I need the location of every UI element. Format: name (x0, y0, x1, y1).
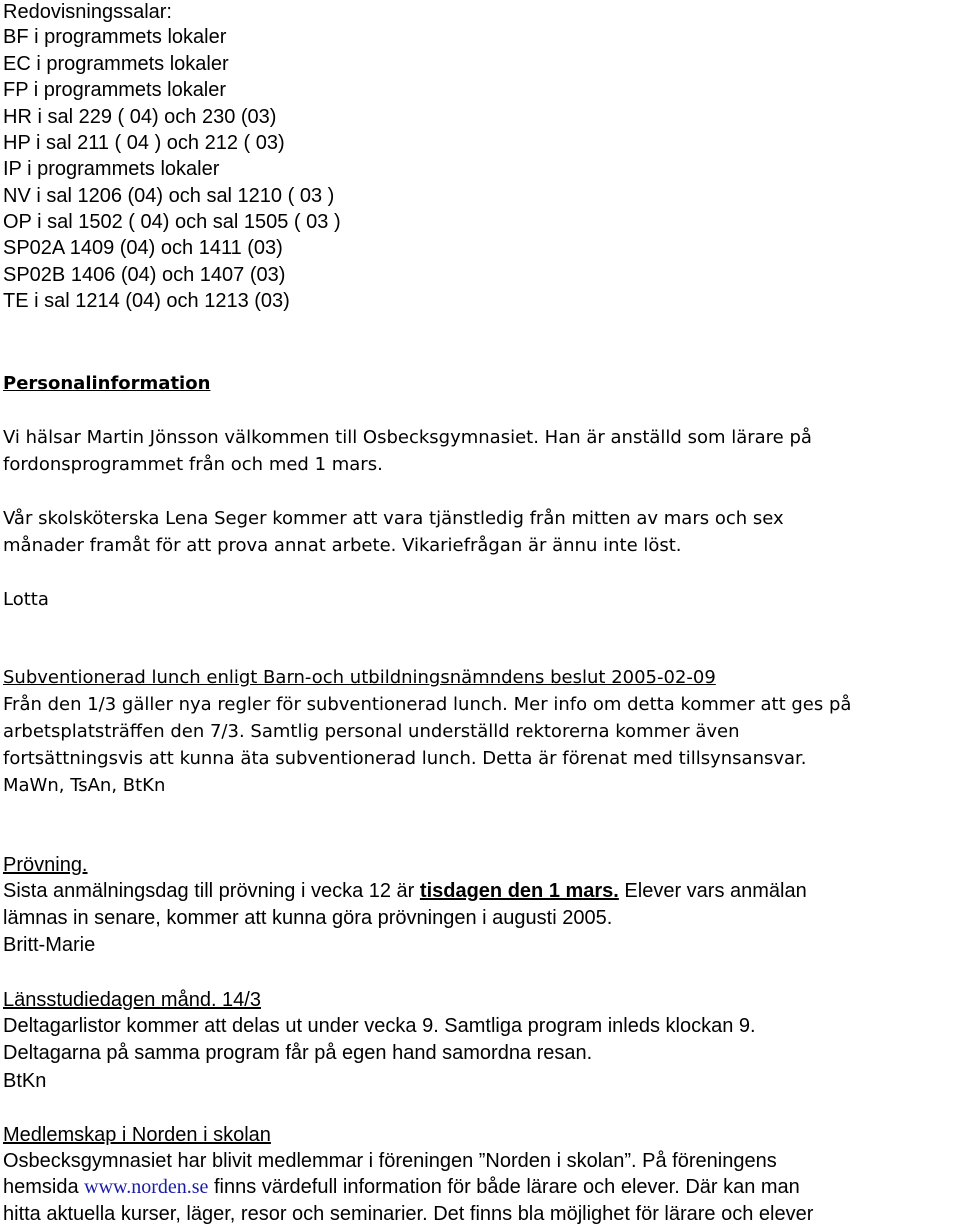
provning-signature: Britt-Marie (3, 934, 96, 956)
room-line: HP i sal 211 ( 04 ) och 212 ( 03) (3, 132, 285, 154)
room-line: OP i sal 1502 ( 04) och sal 1505 ( 03 ) (3, 211, 341, 233)
norden-line (3, 1174, 800, 1200)
room-line: TE i sal 1214 (04) och 1213 (03) (3, 290, 290, 312)
lansstudie-line: Deltagarna på samma program får på egen hand samordna resan. (3, 1042, 593, 1064)
provning-heading: Prövning. (3, 854, 88, 876)
personal-paragraph-line: Vi hälsar Martin Jönsson välkommen till Osbecksgymnasiet. Han är anställd som lärare på (3, 427, 812, 448)
provning-text: Elever vars anmälan (618, 880, 807, 902)
lunch-line: fortsättningsvis att kunna äta subventionerad lunch. Detta är förenat med tillsynsansvar. (3, 748, 807, 769)
lansstudie-line: Deltagarlistor kommer att delas ut under vecka 9. Samtliga program inleds klockan 9. (3, 1015, 756, 1037)
norden-website-link[interactable]: www.norden.se (84, 1176, 209, 1198)
norden-line: hitta aktuella kurser, läger, resor och seminarier. Det finns bla möjlighet för lärare och elever (3, 1203, 814, 1225)
lunch-heading: Subventionerad lunch enligt Barn-och utbildningsnämndens beslut 2005-02-09 (3, 667, 716, 688)
room-line: SP02A 1409 (04) och 1411 (03) (3, 237, 283, 259)
personal-paragraph-line: månader framåt för att prova annat arbete. Vikariefrågan är ännu inte löst. (3, 535, 682, 556)
provning-line: lämnas in senare, kommer att kunna göra prövningen i augusti 2005. (3, 907, 613, 929)
room-line: IP i programmets lokaler (3, 158, 220, 180)
lunch-line: arbetsplatsträffen den 7/3. Samtlig personal underställd rektorerna kommer även (3, 721, 740, 742)
personal-paragraph-line: fordonsprogrammet från och med 1 mars. (3, 454, 383, 475)
norden-line: Osbecksgymnasiet har blivit medlemmar i föreningen ”Norden i skolan”. På föreningens (3, 1150, 777, 1172)
personal-heading: Personalinformation (3, 373, 211, 394)
rooms-heading: Redovisningssalar: (3, 1, 172, 23)
personal-paragraph-line: Vår skolsköterska Lena Seger kommer att vara tjänstledig från mitten av mars och sex (3, 508, 784, 529)
room-line: EC i programmets lokaler (3, 53, 229, 75)
lunch-line: Från den 1/3 gäller nya regler för subventionerad lunch. Mer info om detta kommer att ges på (3, 694, 852, 715)
norden-text: finns värdefull information för både lärare och elever. Där kan man (208, 1176, 800, 1198)
provning-line (3, 878, 807, 904)
lansstudie-heading: Länsstudiedagen månd. 14/3 (3, 989, 261, 1011)
norden-heading: Medlemskap i Norden i skolan (3, 1124, 271, 1146)
provning-deadline: tisdagen den 1 mars. (419, 880, 619, 902)
room-line: HR i sal 229 ( 04) och 230 (03) (3, 106, 277, 128)
personal-signature: Lotta (3, 589, 49, 610)
norden-text: hemsida (3, 1176, 85, 1198)
room-line: SP02B 1406 (04) och 1407 (03) (3, 264, 286, 286)
room-line: NV i sal 1206 (04) och sal 1210 ( 03 ) (3, 185, 335, 207)
lansstudie-signature: BtKn (3, 1070, 47, 1092)
provning-text: Sista anmälningsdag till prövning i vecka 12 är (3, 880, 420, 902)
lunch-signature: MaWn, TsAn, BtKn (3, 775, 166, 796)
room-line: BF i programmets lokaler (3, 26, 227, 48)
room-line: FP i programmets lokaler (3, 79, 227, 101)
